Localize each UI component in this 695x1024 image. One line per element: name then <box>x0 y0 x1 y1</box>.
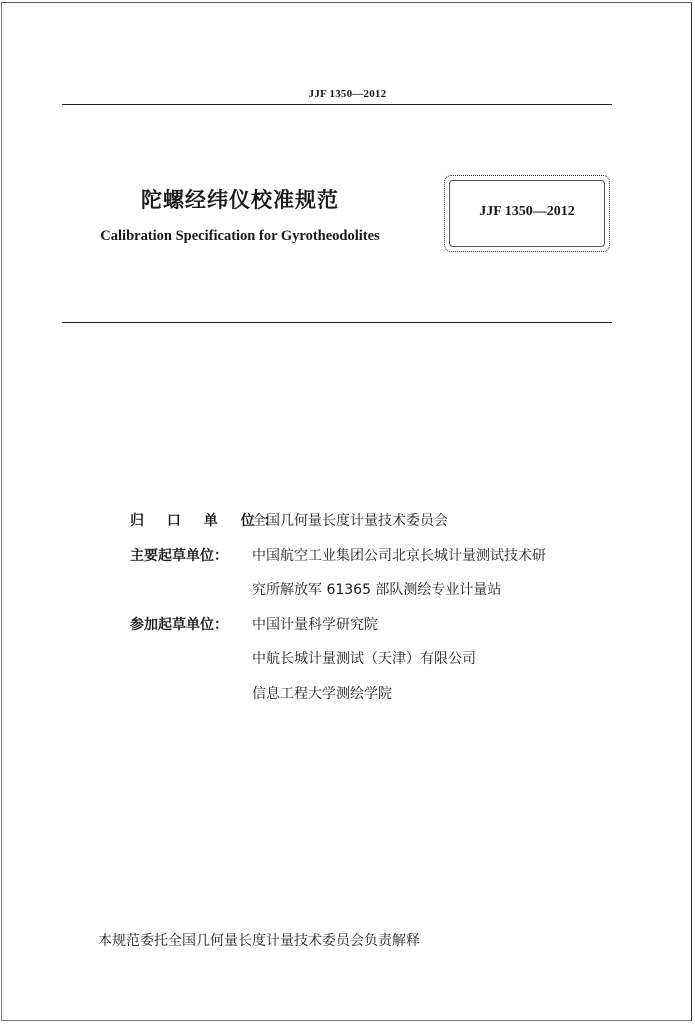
participating-unit-value-1: 中国计量科学研究院 <box>252 616 378 633</box>
responsible-unit-label: 归 口 单 位： <box>130 513 287 529</box>
participating-unit-label: 参加起草单位： <box>130 616 228 633</box>
interpretation-note: 本规范委托全国几何量长度计量技术委员会负责解释 <box>98 933 420 949</box>
title-english: Calibration Specification for Gyrotheodolites <box>100 228 380 244</box>
header-rule <box>62 104 612 105</box>
participating-unit-value-2: 中航长城计量测试（天津）有限公司 <box>252 651 476 667</box>
main-unit-label: 主要起草单位： <box>130 547 228 564</box>
responsible-unit-value: 全国几何量长度计量技术委员会 <box>252 513 448 529</box>
main-unit-value-1: 中国航空工业集团公司北京长城计量测试技术研 <box>252 547 546 564</box>
code-box-text: JJF 1350—2012 <box>479 204 575 219</box>
title-chinese: 陀螺经纬仪校准规范 <box>141 188 339 212</box>
code-box <box>444 175 610 252</box>
header-code: JJF 1350—2012 <box>308 88 387 100</box>
title-rule <box>62 322 612 323</box>
main-unit-value-2: 究所解放军 61365 部队测绘专业计量站 <box>252 582 502 598</box>
participating-unit-value-3: 信息工程大学测绘学院 <box>252 685 392 702</box>
